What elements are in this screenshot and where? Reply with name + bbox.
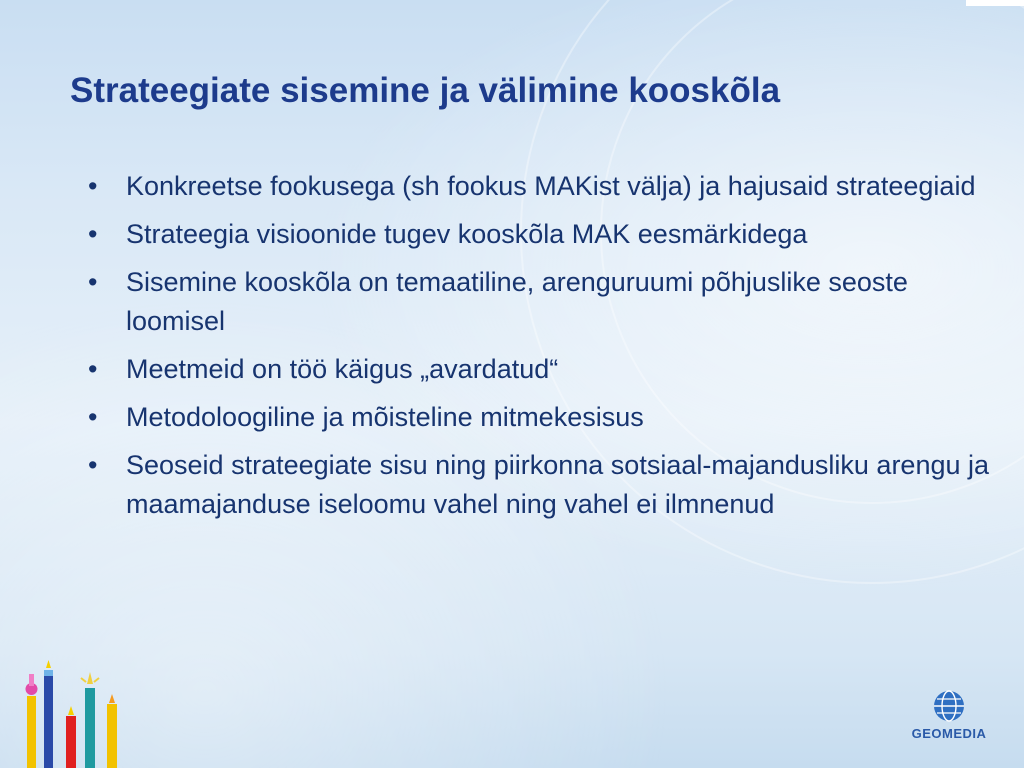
bullet-text: Metodoloogiline ja mõisteline mitmekesisus xyxy=(126,402,644,432)
bullet-item xyxy=(88,446,1000,524)
bullet-text: Meetmeid on töö käigus „avardatud“ xyxy=(126,354,559,384)
globe-icon xyxy=(933,690,965,722)
bullet-icon: • xyxy=(88,354,98,384)
slide-title: Strateegiate sisemine ja välimine kooskõla xyxy=(70,71,781,110)
bullet-text: Sisemine kooskõla on temaatiline, arenguruumi põhjuslike seoste loomisel xyxy=(126,267,908,336)
bullet-item xyxy=(88,215,1000,254)
bullet-icon: • xyxy=(88,219,98,249)
geomedia-logo xyxy=(904,690,994,750)
bullet-item xyxy=(88,350,1000,389)
logo-text: GEOMEDIA xyxy=(911,726,987,741)
bullet-text: Strateegia visioonide tugev kooskõla MAK eesmärkidega xyxy=(126,219,808,249)
bullet-item xyxy=(88,263,1000,341)
bullet-item xyxy=(88,398,1000,437)
bullet-text: Seoseid strateegiate sisu ning piirkonna sotsiaal-majandusliku arengu ja maamajanduse iseloomu vahel ning vahel ei ilmnenud xyxy=(126,450,990,519)
bullet-icon: • xyxy=(88,171,98,201)
bullet-icon: • xyxy=(88,450,98,480)
bullet-icon: • xyxy=(88,267,98,297)
bullet-list xyxy=(88,167,1000,533)
bullet-text: Konkreetse fookusega (sh fookus MAKist välja) ja hajusaid strateegiaid xyxy=(126,171,976,201)
bullet-icon: • xyxy=(88,402,98,432)
candles-illustration xyxy=(18,658,138,768)
corner-accent xyxy=(966,0,1024,6)
bullet-item xyxy=(88,167,1000,206)
